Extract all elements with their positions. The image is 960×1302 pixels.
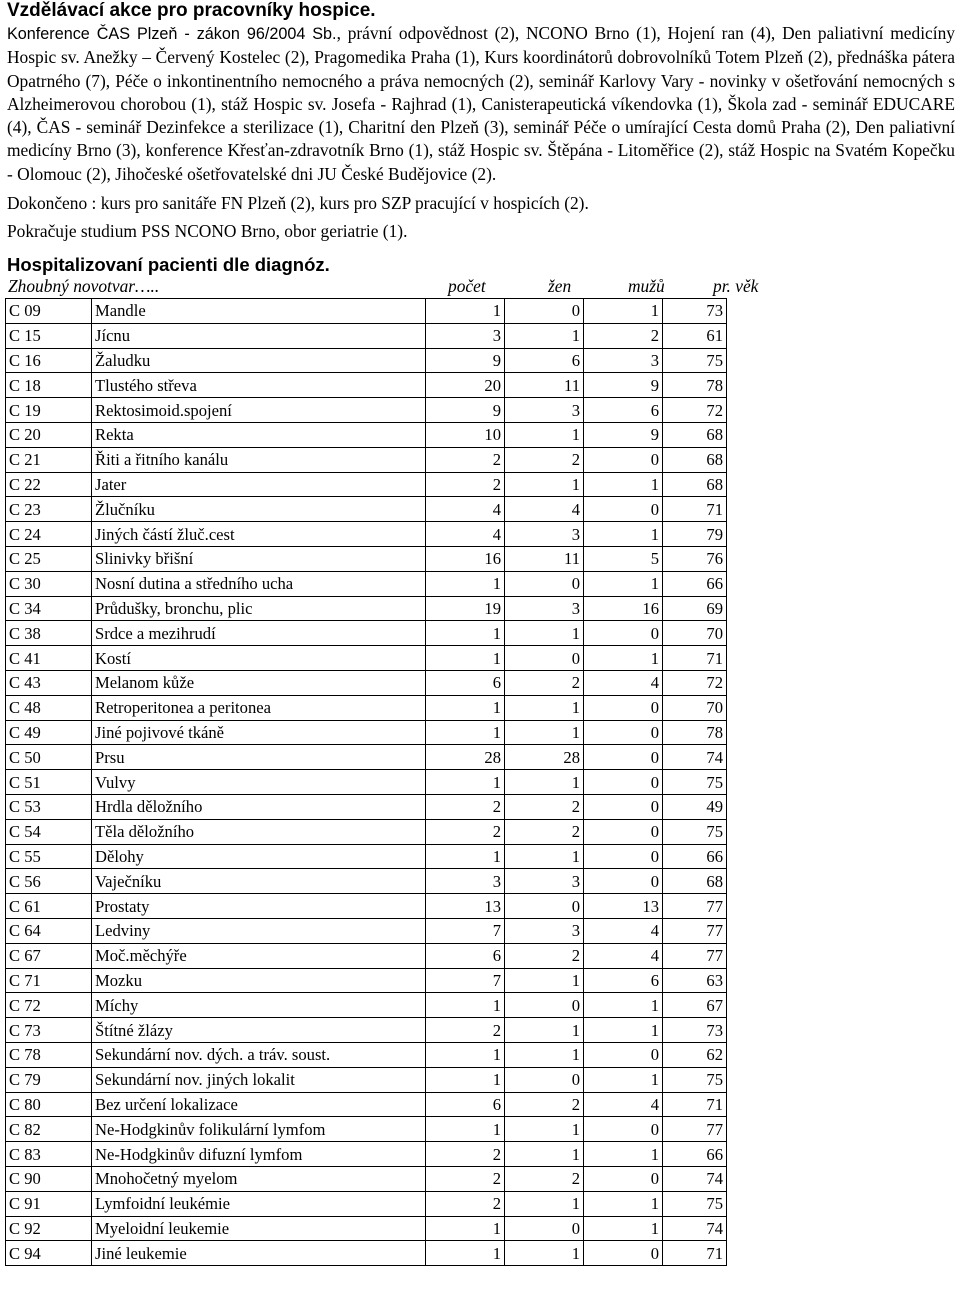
diagnosis-code: C 67 (6, 943, 92, 968)
table-row (6, 348, 727, 373)
women-count: 3 (505, 522, 584, 547)
diagnosis-site: Nosní dutina a středního ucha (92, 571, 426, 596)
patient-count: 2 (426, 1166, 505, 1191)
patient-count: 20 (426, 373, 505, 398)
men-count: 5 (584, 547, 663, 572)
women-count: 3 (505, 919, 584, 944)
average-age: 61 (663, 323, 727, 348)
conferences-intro: Konference ČAS Plzeň - zákon 96/2004 Sb. (7, 25, 337, 43)
men-count: 0 (584, 621, 663, 646)
diagnosis-site: Štítné žlázy (92, 1018, 426, 1043)
average-age: 49 (663, 795, 727, 820)
diagnosis-site: Rekta (92, 423, 426, 448)
men-count: 1 (584, 1067, 663, 1092)
diagnosis-code: C 64 (6, 919, 92, 944)
table-row (6, 1241, 727, 1266)
women-count: 0 (505, 1067, 584, 1092)
table-row (6, 795, 727, 820)
table-row (6, 398, 727, 423)
average-age: 71 (663, 1241, 727, 1266)
continuing-studies: Pokračuje studium PSS NCONO Brno, obor geriatrie (1). (7, 221, 408, 242)
men-count: 1 (584, 472, 663, 497)
patient-count: 1 (426, 720, 505, 745)
completed-courses: Dokončeno : kurs pro sanitáře FN Plzeň (2), kurs pro SZP pracující v hospicích (2). (7, 193, 589, 214)
women-count: 1 (505, 1018, 584, 1043)
diagnosis-site: Prostaty (92, 894, 426, 919)
women-count: 0 (505, 993, 584, 1018)
diagnosis-code: C 43 (6, 671, 92, 696)
patient-count: 10 (426, 423, 505, 448)
patient-count: 2 (426, 472, 505, 497)
patient-count: 2 (426, 819, 505, 844)
average-age: 74 (663, 745, 727, 770)
diagnosis-site: Srdce a mezihrudí (92, 621, 426, 646)
table-row (6, 1216, 727, 1241)
patient-count: 6 (426, 671, 505, 696)
patient-count: 3 (426, 869, 505, 894)
patient-count: 1 (426, 695, 505, 720)
women-count: 0 (505, 894, 584, 919)
diagnosis-code: C 80 (6, 1092, 92, 1117)
diagnosis-site: Slinivky břišní (92, 547, 426, 572)
average-age: 77 (663, 1117, 727, 1142)
average-age: 70 (663, 695, 727, 720)
table-row (6, 299, 727, 324)
average-age: 68 (663, 869, 727, 894)
women-count: 3 (505, 869, 584, 894)
table-row (6, 323, 727, 348)
diagnosis-code: C 21 (6, 447, 92, 472)
diagnosis-site: Jater (92, 472, 426, 497)
table-row (6, 571, 727, 596)
average-age: 76 (663, 547, 727, 572)
average-age: 77 (663, 919, 727, 944)
women-count: 2 (505, 819, 584, 844)
diagnosis-code: C 30 (6, 571, 92, 596)
table-row (6, 646, 727, 671)
patient-count: 6 (426, 943, 505, 968)
patient-count: 9 (426, 398, 505, 423)
diagnosis-code: C 22 (6, 472, 92, 497)
women-count: 1 (505, 1042, 584, 1067)
diagnosis-code: C 91 (6, 1191, 92, 1216)
average-age: 62 (663, 1042, 727, 1067)
diagnosis-code: C 18 (6, 373, 92, 398)
men-count: 1 (584, 1142, 663, 1167)
average-age: 66 (663, 1142, 727, 1167)
men-count: 0 (584, 770, 663, 795)
diagnosis-code: C 25 (6, 547, 92, 572)
average-age: 79 (663, 522, 727, 547)
patient-count: 9 (426, 348, 505, 373)
diagnosis-code: C 53 (6, 795, 92, 820)
diagnosis-code: C 78 (6, 1042, 92, 1067)
average-age: 77 (663, 943, 727, 968)
women-count: 1 (505, 844, 584, 869)
men-count: 0 (584, 745, 663, 770)
diagnosis-code: C 41 (6, 646, 92, 671)
average-age: 74 (663, 1166, 727, 1191)
table-row (6, 894, 727, 919)
diagnosis-site: Ne-Hodgkinův difuzní lymfom (92, 1142, 426, 1167)
men-count: 4 (584, 671, 663, 696)
table-row (6, 1166, 727, 1191)
men-count: 1 (584, 522, 663, 547)
conferences-list: , právní odpovědnost (2), NCONO Brno (1), Hojení ran (4), Den paliativní medicíny Hospic sv. Anežky – Červený Kostelec (2), Pragomedika Praha (1), Kurs koordinátorů dobrovolníků Totem Plzeň (2), přednáška pátera Opatrného (7), Péče o inkontinentního nemocného a práva nemocných (2), seminář Karlovy Vary - novinky v ošetřování nemocných s Alzheimerovou chorobou (1), stáž Hospic sv. Josefa - (7, 23, 955, 114)
diagnosis-site: Ne-Hodgkinův folikulární lymfom (92, 1117, 426, 1142)
diagnosis-site: Prsu (92, 745, 426, 770)
diagnosis-site: Dělohy (92, 844, 426, 869)
diagnosis-site: Moč.měchýře (92, 943, 426, 968)
women-count: 1 (505, 621, 584, 646)
diagnosis-code: C 48 (6, 695, 92, 720)
patient-count: 6 (426, 1092, 505, 1117)
table-row (6, 596, 727, 621)
diagnosis-code: C 20 (6, 423, 92, 448)
women-count: 1 (505, 1142, 584, 1167)
average-age: 71 (663, 646, 727, 671)
diagnosis-site: Žaludku (92, 348, 426, 373)
average-age: 68 (663, 423, 727, 448)
diagnosis-code: C 34 (6, 596, 92, 621)
diagnosis-code: C 09 (6, 299, 92, 324)
men-count: 1 (584, 571, 663, 596)
table-row (6, 1042, 727, 1067)
men-count: 1 (584, 1191, 663, 1216)
men-count: 9 (584, 373, 663, 398)
diagnosis-code: C 73 (6, 1018, 92, 1043)
average-age: 67 (663, 993, 727, 1018)
women-count: 3 (505, 596, 584, 621)
men-count: 3 (584, 348, 663, 373)
diagnosis-code: C 72 (6, 993, 92, 1018)
women-count: 2 (505, 943, 584, 968)
table-row (6, 919, 727, 944)
diagnosis-site: Melanom kůže (92, 671, 426, 696)
men-count: 0 (584, 819, 663, 844)
table-row (6, 547, 727, 572)
patient-count: 1 (426, 646, 505, 671)
men-count: 1 (584, 646, 663, 671)
diagnosis-code: C 38 (6, 621, 92, 646)
diagnosis-site: Vaječníku (92, 869, 426, 894)
header-avg-age: pr. věk (713, 276, 759, 297)
diagnosis-site: Kostí (92, 646, 426, 671)
patient-count: 28 (426, 745, 505, 770)
table-row (6, 720, 727, 745)
patient-count: 1 (426, 621, 505, 646)
diagnosis-code: C 19 (6, 398, 92, 423)
men-count: 0 (584, 447, 663, 472)
men-count: 6 (584, 968, 663, 993)
women-count: 4 (505, 497, 584, 522)
diagnosis-site: Jícnu (92, 323, 426, 348)
women-count: 1 (505, 472, 584, 497)
women-count: 11 (505, 547, 584, 572)
diagnosis-code: C 51 (6, 770, 92, 795)
men-count: 1 (584, 299, 663, 324)
women-count: 2 (505, 1166, 584, 1191)
women-count: 11 (505, 373, 584, 398)
women-count: 1 (505, 770, 584, 795)
men-count: 4 (584, 919, 663, 944)
table-row (6, 968, 727, 993)
diagnosis-site: Hrdla děložního (92, 795, 426, 820)
conferences-list-rest: Rajhrad (1), Canisterapeutická víkendovka (1), Škola zad - seminář EDUCARE (4), ČAS - seminář Dezinfekce a sterilizace (1), Charitní den Plzeň (3), seminář Péče o umírající Cesta domů Praha (2), Den paliativní medicíny Brno (3), konference Křesťan-zdravotník Brno (1), stáž Hospic sv. Štěpána - Litoměřice (2), stáž Hospic na Svatém Kopečku - Olomouc (2), Jihočeské ošetřovatelské dni JU České Budějovice (2). (7, 93, 955, 184)
header-women: žen (548, 276, 572, 297)
women-count: 3 (505, 398, 584, 423)
average-age: 75 (663, 819, 727, 844)
women-count: 6 (505, 348, 584, 373)
patient-count: 1 (426, 1117, 505, 1142)
men-count: 0 (584, 844, 663, 869)
table-row (6, 1067, 727, 1092)
women-count: 28 (505, 745, 584, 770)
women-count: 1 (505, 720, 584, 745)
diagnosis-site: Rektosimoid.spojení (92, 398, 426, 423)
conferences-paragraph (7, 22, 955, 186)
diagnosis-site: Lymfoidní leukémie (92, 1191, 426, 1216)
patient-count: 2 (426, 1018, 505, 1043)
average-age: 73 (663, 299, 727, 324)
men-count: 0 (584, 869, 663, 894)
document-page (7, 0, 955, 1266)
diagnosis-site: Jiné pojivové tkáně (92, 720, 426, 745)
diagnosis-site: Mandle (92, 299, 426, 324)
table-row (6, 1018, 727, 1043)
diagnosis-code: C 49 (6, 720, 92, 745)
table-row (6, 844, 727, 869)
diagnosis-site: Jiných částí žluč.cest (92, 522, 426, 547)
patient-count: 1 (426, 571, 505, 596)
men-count: 0 (584, 1241, 663, 1266)
table-row (6, 373, 727, 398)
patient-count: 1 (426, 1241, 505, 1266)
men-count: 1 (584, 1216, 663, 1241)
table-row (6, 671, 727, 696)
table-column-header (7, 276, 955, 298)
diagnosis-site: Myeloidní leukemie (92, 1216, 426, 1241)
average-age: 70 (663, 621, 727, 646)
table-row (6, 869, 727, 894)
diagnosis-table (5, 298, 727, 1266)
women-count: 1 (505, 695, 584, 720)
women-count: 1 (505, 1241, 584, 1266)
table-row (6, 993, 727, 1018)
women-count: 0 (505, 646, 584, 671)
diagnosis-site: Bez určení lokalizace (92, 1092, 426, 1117)
men-count: 1 (584, 1018, 663, 1043)
average-age: 69 (663, 596, 727, 621)
diagnosis-site: Mozku (92, 968, 426, 993)
diagnosis-site: Sekundární nov. jiných lokalit (92, 1067, 426, 1092)
women-count: 1 (505, 323, 584, 348)
women-count: 0 (505, 571, 584, 596)
table-row (6, 423, 727, 448)
patient-count: 4 (426, 497, 505, 522)
women-count: 1 (505, 968, 584, 993)
table-row (6, 1117, 727, 1142)
average-age: 71 (663, 497, 727, 522)
average-age: 71 (663, 1092, 727, 1117)
diagnosis-code: C 92 (6, 1216, 92, 1241)
women-count: 0 (505, 299, 584, 324)
diagnosis-site: Mnohočetný myelom (92, 1166, 426, 1191)
table-row (6, 819, 727, 844)
men-count: 0 (584, 720, 663, 745)
table-row (6, 522, 727, 547)
diagnosis-code: C 50 (6, 745, 92, 770)
patient-count: 1 (426, 1042, 505, 1067)
diagnosis-code: C 94 (6, 1241, 92, 1266)
diagnosis-code: C 24 (6, 522, 92, 547)
average-age: 73 (663, 1018, 727, 1043)
men-count: 13 (584, 894, 663, 919)
patient-count: 13 (426, 894, 505, 919)
table-row (6, 447, 727, 472)
table-row (6, 621, 727, 646)
patient-count: 16 (426, 547, 505, 572)
patient-count: 2 (426, 1142, 505, 1167)
patient-count: 4 (426, 522, 505, 547)
table-row (6, 695, 727, 720)
men-count: 0 (584, 1117, 663, 1142)
patient-count: 19 (426, 596, 505, 621)
men-count: 0 (584, 1166, 663, 1191)
average-age: 63 (663, 968, 727, 993)
table-row (6, 770, 727, 795)
diagnosis-code: C 82 (6, 1117, 92, 1142)
diagnosis-site: Jiné leukemie (92, 1241, 426, 1266)
patient-count: 2 (426, 1191, 505, 1216)
average-age: 75 (663, 348, 727, 373)
average-age: 75 (663, 1067, 727, 1092)
diagnosis-table-body (6, 299, 727, 1266)
patient-count: 7 (426, 919, 505, 944)
patient-count: 1 (426, 1067, 505, 1092)
diagnosis-code: C 16 (6, 348, 92, 373)
diagnosis-code: C 15 (6, 323, 92, 348)
header-count: počet (448, 276, 486, 297)
diagnosis-site: Těla děložního (92, 819, 426, 844)
diagnosis-site: Sekundární nov. dých. a tráv. soust. (92, 1042, 426, 1067)
table-row (6, 1191, 727, 1216)
diagnosis-code: C 79 (6, 1067, 92, 1092)
table-row (6, 1092, 727, 1117)
women-count: 2 (505, 447, 584, 472)
women-count: 0 (505, 1216, 584, 1241)
men-count: 16 (584, 596, 663, 621)
men-count: 6 (584, 398, 663, 423)
women-count: 2 (505, 795, 584, 820)
average-age: 66 (663, 844, 727, 869)
table-row (6, 745, 727, 770)
men-count: 0 (584, 695, 663, 720)
men-count: 0 (584, 795, 663, 820)
table-row (6, 472, 727, 497)
average-age: 68 (663, 472, 727, 497)
diagnosis-code: C 56 (6, 869, 92, 894)
women-count: 1 (505, 1191, 584, 1216)
women-count: 1 (505, 1117, 584, 1142)
average-age: 68 (663, 447, 727, 472)
men-count: 4 (584, 943, 663, 968)
diagnosis-site: Žlučníku (92, 497, 426, 522)
patient-count: 1 (426, 299, 505, 324)
patient-count: 1 (426, 993, 505, 1018)
diagnosis-code: C 23 (6, 497, 92, 522)
women-count: 2 (505, 1092, 584, 1117)
patient-count: 7 (426, 968, 505, 993)
diagnosis-site: Vulvy (92, 770, 426, 795)
table-row (6, 1142, 727, 1167)
table-row (6, 497, 727, 522)
men-count: 2 (584, 323, 663, 348)
women-count: 1 (505, 423, 584, 448)
diagnosis-site: Retroperitonea a peritonea (92, 695, 426, 720)
patient-count: 2 (426, 795, 505, 820)
patient-count: 1 (426, 844, 505, 869)
diagnosis-code: C 55 (6, 844, 92, 869)
average-age: 72 (663, 671, 727, 696)
average-age: 72 (663, 398, 727, 423)
patient-count: 1 (426, 770, 505, 795)
section-title: Hospitalizovaní pacienti dle diagnóz. (7, 254, 330, 276)
average-age: 66 (663, 571, 727, 596)
average-age: 77 (663, 894, 727, 919)
average-age: 75 (663, 1191, 727, 1216)
men-count: 0 (584, 497, 663, 522)
average-age: 78 (663, 373, 727, 398)
patient-count: 1 (426, 1216, 505, 1241)
diagnosis-code: C 71 (6, 968, 92, 993)
table-row (6, 943, 727, 968)
diagnosis-code: C 54 (6, 819, 92, 844)
men-count: 9 (584, 423, 663, 448)
diagnosis-site: Průdušky, bronchu, plic (92, 596, 426, 621)
diagnosis-code: C 90 (6, 1166, 92, 1191)
header-men: mužů (628, 276, 665, 297)
diagnosis-site: Míchy (92, 993, 426, 1018)
men-count: 4 (584, 1092, 663, 1117)
patient-count: 3 (426, 323, 505, 348)
men-count: 1 (584, 993, 663, 1018)
header-category: Zhoubný novotvar….. (8, 276, 160, 297)
average-age: 74 (663, 1216, 727, 1241)
average-age: 75 (663, 770, 727, 795)
page-heading: Vzdělávací akce pro pracovníky hospice. (7, 0, 376, 21)
diagnosis-site: Řiti a řitního kanálu (92, 447, 426, 472)
average-age: 78 (663, 720, 727, 745)
men-count: 0 (584, 1042, 663, 1067)
diagnosis-code: C 61 (6, 894, 92, 919)
women-count: 2 (505, 671, 584, 696)
diagnosis-site: Tlustého střeva (92, 373, 426, 398)
patient-count: 2 (426, 447, 505, 472)
diagnosis-site: Ledviny (92, 919, 426, 944)
diagnosis-code: C 83 (6, 1142, 92, 1167)
